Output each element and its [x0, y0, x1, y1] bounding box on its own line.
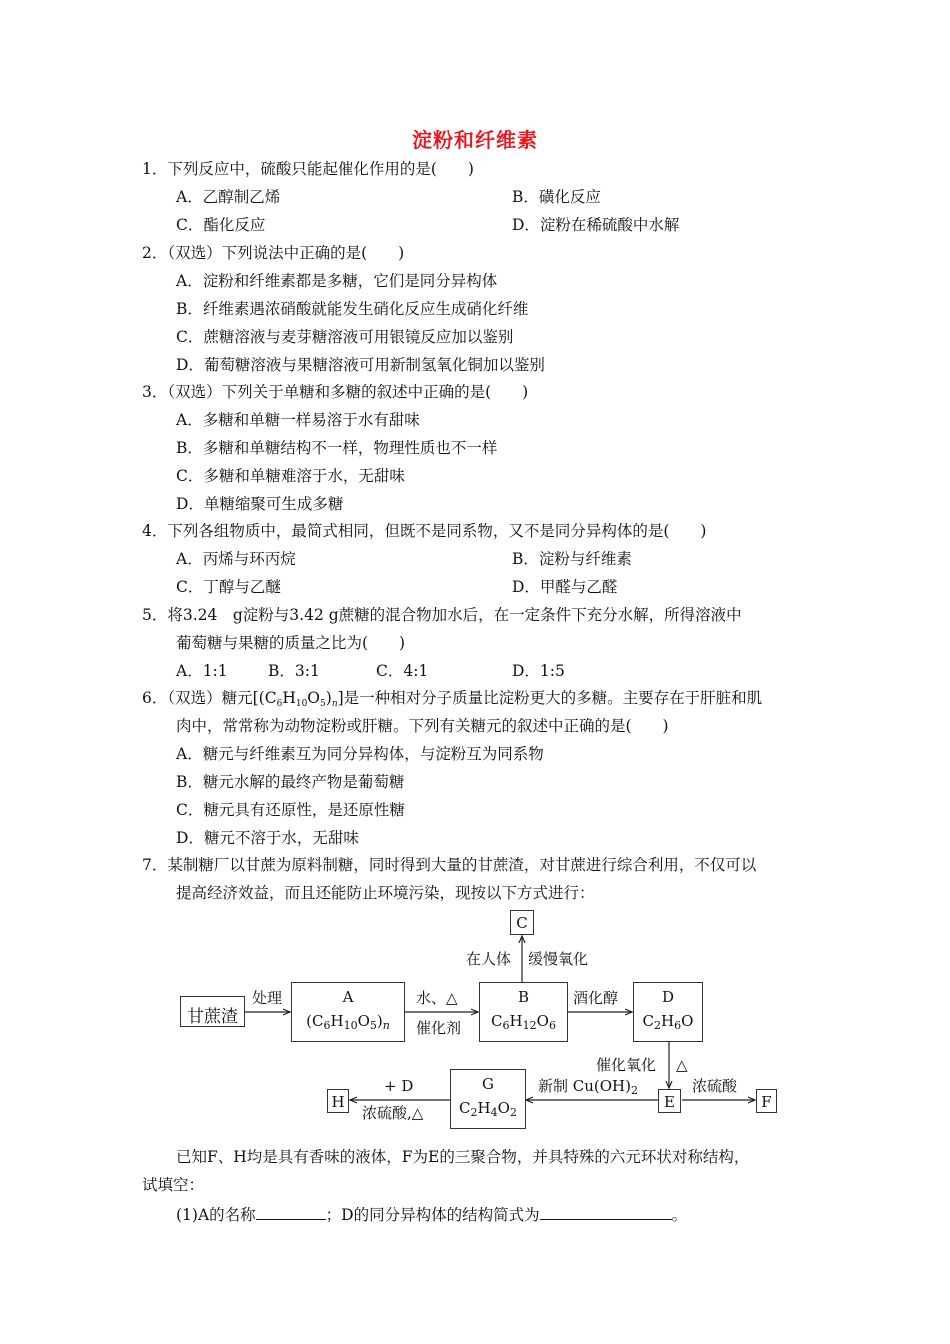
label-catalytic-oxidation: 催化氧化: [596, 1056, 657, 1074]
label-slow-oxidation: 缓慢氧化: [528, 950, 589, 968]
q2-option-c: C．蔗糖溶液与麦芽糖溶液可用银镜反应加以鉴别: [176, 328, 514, 346]
q3-option-b: B．多糖和单糖结构不一样，物理性质也不一样: [176, 439, 498, 457]
label-yeast: 酒化醇: [573, 989, 619, 1007]
q3-option-a: A．多糖和单糖一样易溶于水有甜味: [176, 411, 420, 429]
answer-blank-d-isomer[interactable]: [540, 1203, 672, 1220]
q6-option-d: D．糖元不溶于水，无甜味: [176, 829, 359, 847]
q1-option-a: A．乙醇制乙烯: [176, 188, 281, 206]
q1-option-d: D．淀粉在稀硫酸中水解: [512, 216, 680, 234]
question-7-after-line1: 已知F、H均是具有香味的液体，F为E的三聚合物，并具特殊的六元环状对称结构，: [176, 1148, 750, 1166]
q4-option-a: A．丙烯与环丙烷: [176, 550, 296, 568]
q2-option-b: B．纤维素遇浓硝酸就能发生硝化反应生成硝化纤维: [176, 300, 529, 318]
label-heat: △: [676, 1056, 688, 1074]
q1-option-b: B．磺化反应: [512, 188, 601, 206]
box-a: A $(C_6H_{10}O_5)_n$: [291, 982, 405, 1042]
q5-option-c: C．4:1: [376, 662, 429, 680]
label-water-heat: 水、△: [416, 989, 458, 1007]
question-2-stem: 2．（双选）下列说法中正确的是( ): [142, 244, 405, 262]
label-plus-d: + D: [384, 1077, 414, 1095]
box-start: 甘蔗渣: [180, 996, 245, 1027]
box-h: H: [327, 1089, 349, 1113]
q6-option-a: A．糖元与纤维素互为同分异构体，与淀粉互为同系物: [176, 745, 544, 763]
question-7-after-line2: 试填空：: [142, 1176, 205, 1194]
q4-option-b: B．淀粉与纤维素: [512, 550, 632, 568]
question-6-stem-line2: 肉中，常常称为动物淀粉或肝糖。下列有关糖元的叙述中正确的是( ): [176, 717, 669, 735]
q6-option-b: B．糖元水解的最终产物是葡萄糖: [176, 773, 405, 791]
box-c: C: [510, 910, 534, 935]
page-title: 淀粉和纤维素: [412, 128, 538, 152]
q5-option-a: A．1:1: [176, 662, 228, 680]
question-5-stem-line2: 葡萄糖与果糖的质量之比为( ): [176, 634, 406, 652]
box-d: D $C_2H_6O$: [633, 982, 703, 1042]
question-1-stem: 1．下列反应中，硫酸只能起催化作用的是( ): [142, 160, 474, 178]
box-e: E: [658, 1089, 681, 1113]
q3-option-c: C．多糖和单糖难溶于水，无甜味: [176, 467, 405, 485]
question-5-stem-line1: 5．将3.24 g淀粉与3.42 g蔗糖的混合物加水后，在一定条件下充分水解，所得溶液中: [142, 606, 742, 624]
question-4-stem: 4．下列各组物质中，最简式相同，但既不是同系物，又不是同分异构体的是( ): [142, 522, 707, 540]
label-conc-sulfuric: 浓硫酸: [692, 1077, 738, 1095]
label-conc-sulfuric-heat: 浓硫酸,△: [362, 1104, 424, 1122]
label-in-body: 在人体: [466, 950, 512, 968]
box-f: F: [756, 1089, 777, 1113]
q1-option-c: C．酯化反应: [176, 216, 266, 234]
question-7-stem-line1: 7．某制糖厂以甘蔗为原料制糖，同时得到大量的甘蔗渣，对甘蔗进行综合利用，不仅可以: [142, 856, 757, 874]
q2-option-d: D．葡萄糖溶液与果糖溶液可用新制氢氧化铜加以鉴别: [176, 356, 545, 374]
label-fresh-cuoh2: 新制 $Cu(OH)_2$: [538, 1077, 638, 1097]
q5-option-d: D．1:5: [512, 662, 565, 680]
label-catalyst: 催化剂: [416, 1019, 462, 1037]
q3-option-d: D．单糖缩聚可生成多糖: [176, 495, 344, 513]
question-6-stem-line1: 6．（双选）糖元[(C6H10O5)n]是一种相对分子质量比淀粉更大的多糖。主要存在于肝脏和肌: [142, 689, 763, 709]
question-7-stem-line2: 提高经济效益，而且还能防止环境污染，现按以下方式进行：: [176, 884, 595, 902]
q5-option-b: B．3:1: [268, 662, 320, 680]
q6-option-c: C．糖元具有还原性，是还原性糖: [176, 801, 405, 819]
q4-option-d: D．甲醛与乙醛: [512, 578, 618, 596]
box-g: G $C_2H_4O_2$: [450, 1069, 526, 1129]
question-3-stem: 3．（双选）下列关于单糖和多糖的叙述中正确的是( ): [142, 383, 529, 401]
answer-blank-a-name[interactable]: [256, 1203, 326, 1220]
q4-option-c: C．丁醇与乙醚: [176, 578, 281, 596]
box-b: B $C_6H_{12}O_6$: [479, 982, 568, 1042]
label-process: 处理: [252, 989, 283, 1007]
q2-option-a: A．淀粉和纤维素都是多糖，它们是同分异构体: [176, 272, 498, 290]
question-7-sub1: (1)A的名称 ；D的同分异构体的结构简式为 。: [176, 1203, 687, 1225]
